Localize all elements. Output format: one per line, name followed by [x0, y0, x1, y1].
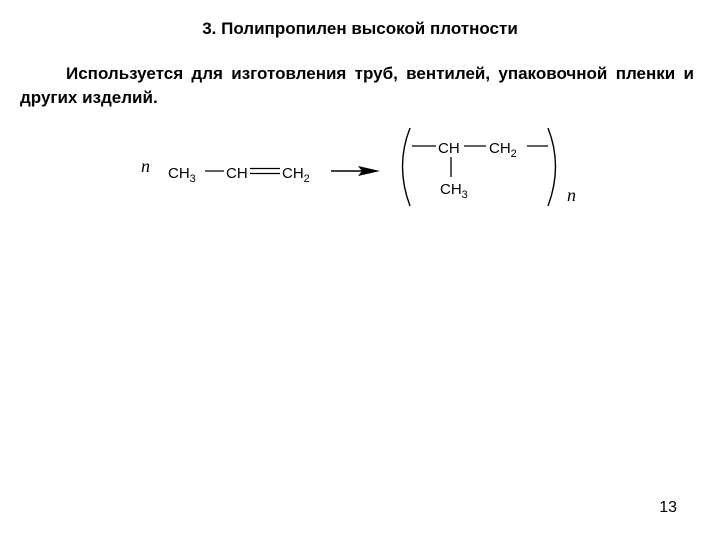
- page-number: 13: [659, 499, 677, 516]
- right-bracket: [548, 128, 556, 206]
- slide-body-text: Используется для изготовления труб, вентилей, упаковочной пленки и других изделий.: [20, 64, 694, 107]
- monomer-ch: CH: [226, 165, 248, 182]
- repeat-index-n: n: [567, 185, 576, 205]
- polymer-backbone-ch2: $CH_2$: [489, 140, 517, 160]
- monomer-ch2: $CH_2$: [282, 165, 310, 185]
- reactant-coefficient-n: n: [141, 156, 150, 176]
- polymer-backbone-ch: CH: [438, 140, 460, 157]
- polymer-side-ch3: $CH_3$: [440, 181, 468, 201]
- left-bracket: [403, 128, 411, 206]
- slide-title: 3. Полипропилен высокой плотности: [202, 19, 518, 38]
- monomer-ch3: $CH_3$: [168, 165, 196, 185]
